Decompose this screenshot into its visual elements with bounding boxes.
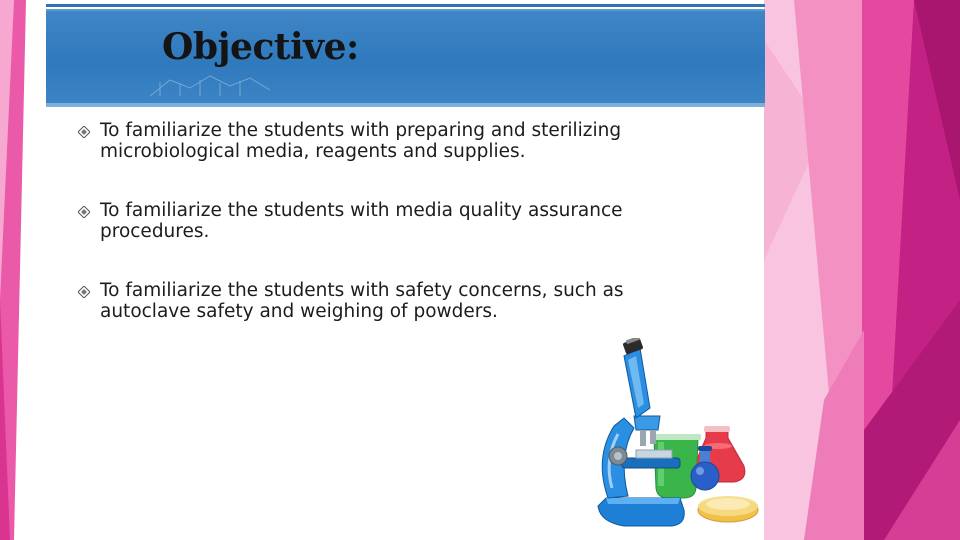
- petri-dish-icon: [698, 496, 758, 522]
- bullet-text: To familiarize the students with media quality assurance procedures.: [100, 200, 623, 242]
- header-bottom-line: [46, 103, 765, 107]
- microscope-icon: [598, 338, 684, 526]
- slide-title: Objective:: [162, 26, 359, 68]
- bullet-text: To familiarize the students with safety concerns, such as autoclave safety and weighing of powders.: [100, 280, 624, 322]
- diamond-bullet-icon: [78, 126, 90, 138]
- header-top-line: [46, 4, 765, 7]
- header-texture-decoration: [150, 70, 270, 98]
- bullet-text: To familiarize the students with preparing and sterilizing microbiological media, reagents and supplies.: [100, 120, 622, 162]
- left-pink-accent: [0, 0, 40, 540]
- diamond-bullet-icon: [78, 286, 90, 298]
- microscope-flasks-illustration: [588, 338, 764, 532]
- diamond-bullet-icon: [78, 206, 90, 218]
- right-pink-decoration: [764, 0, 960, 540]
